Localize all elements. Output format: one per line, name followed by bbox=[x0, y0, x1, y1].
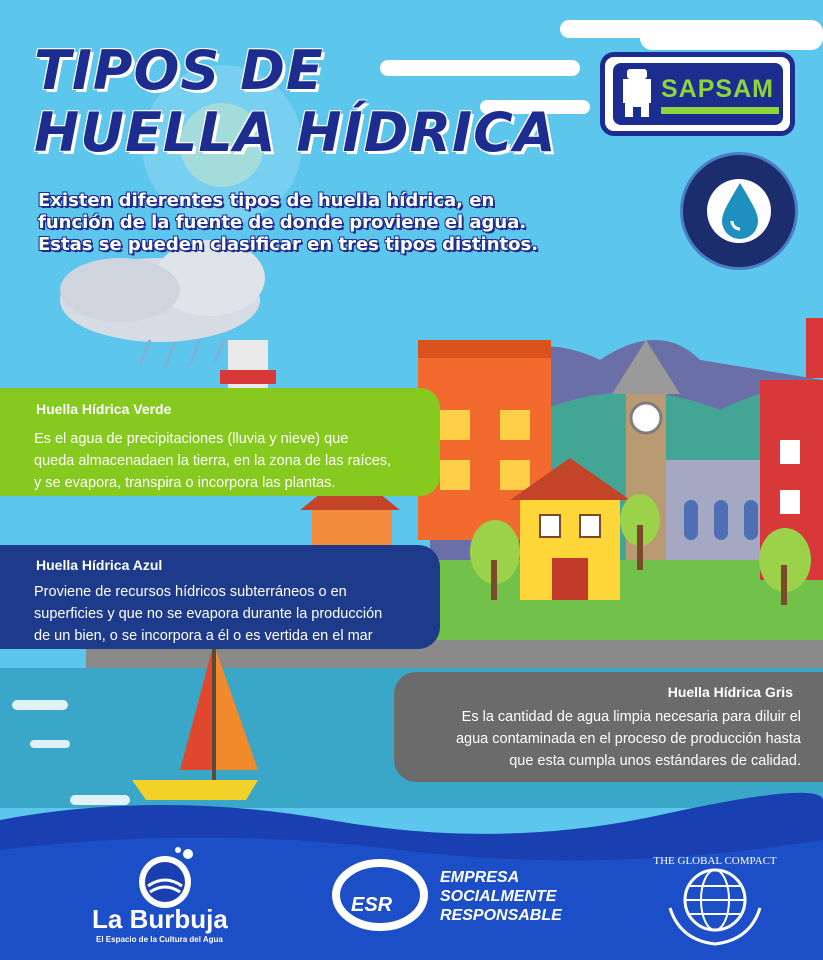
gray-card-title: Huella Hídrica Gris bbox=[667, 684, 793, 700]
title-line-1: TIPOS DE bbox=[34, 39, 324, 102]
gray-line-1: Es la cantidad de agua limpia necesaria para diluir el bbox=[461, 709, 801, 725]
title-line-2: HUELLA HÍDRICA bbox=[34, 101, 557, 164]
intro-paragraph bbox=[38, 190, 588, 256]
green-line-3: y se evapora, transpira o incorpora las plantas. bbox=[34, 475, 336, 491]
green-footprint-card bbox=[0, 388, 440, 496]
intro-line-1: Existen diferentes tipos de huella hídrica, en bbox=[38, 190, 495, 211]
blue-line-2: superficies y que no se evapora durante la producción bbox=[34, 606, 383, 622]
green-card-body bbox=[34, 428, 398, 494]
blue-footprint-card bbox=[0, 545, 440, 649]
water-drop-icon bbox=[718, 181, 762, 241]
water-tower-icon bbox=[619, 67, 655, 119]
water-seal bbox=[680, 152, 798, 270]
blue-card-body bbox=[34, 581, 398, 647]
la-burbuja-name: La Burbuja bbox=[92, 904, 228, 934]
sapsam-logo bbox=[600, 52, 795, 136]
gray-footprint-card bbox=[394, 672, 823, 782]
blue-card-title: Huella Hídrica Azul bbox=[36, 557, 163, 573]
gray-card-body bbox=[431, 706, 801, 772]
esr-mark-text: ESR bbox=[351, 894, 393, 916]
la-burbuja-logo bbox=[130, 846, 200, 910]
global-compact-text: THE GLOBAL COMPACT bbox=[653, 855, 777, 867]
blue-line-1: Proviene de recursos hídricos subterráneos o en bbox=[34, 584, 347, 600]
gray-line-2: agua contaminada en el proceso de producción hasta bbox=[455, 731, 801, 747]
la-burbuja-subtitle: El Espacio de la Cultura del Agua bbox=[96, 935, 223, 944]
global-compact-logo bbox=[653, 848, 777, 948]
green-card-title: Huella Hídrica Verde bbox=[36, 401, 172, 417]
esr-text bbox=[440, 868, 562, 925]
blue-line-3: de un bien, o se incorpora a él o es vertida en el mar bbox=[34, 628, 373, 644]
esr-line-2: SOCIALMENTE bbox=[440, 888, 557, 905]
green-line-2: queda almacenadaen la tierra, en la zona de las raíces, bbox=[34, 453, 392, 469]
esr-line-1: EMPRESA bbox=[440, 869, 520, 886]
intro-line-2: función de la fuente de donde proviene el agua. bbox=[38, 212, 527, 233]
sapsam-underline bbox=[661, 107, 779, 114]
green-line-1: Es el agua de precipitaciones (lluvia y nieve) que bbox=[34, 431, 349, 447]
intro-line-3: Estas se pueden clasificar en tres tipos distintos. bbox=[38, 234, 539, 255]
sapsam-name: SAPSAM bbox=[661, 75, 774, 103]
gray-line-3: que esta cumpla unos estándares de calidad. bbox=[509, 753, 801, 769]
page-title bbox=[34, 40, 557, 164]
esr-line-3: RESPONSABLE bbox=[440, 907, 562, 924]
